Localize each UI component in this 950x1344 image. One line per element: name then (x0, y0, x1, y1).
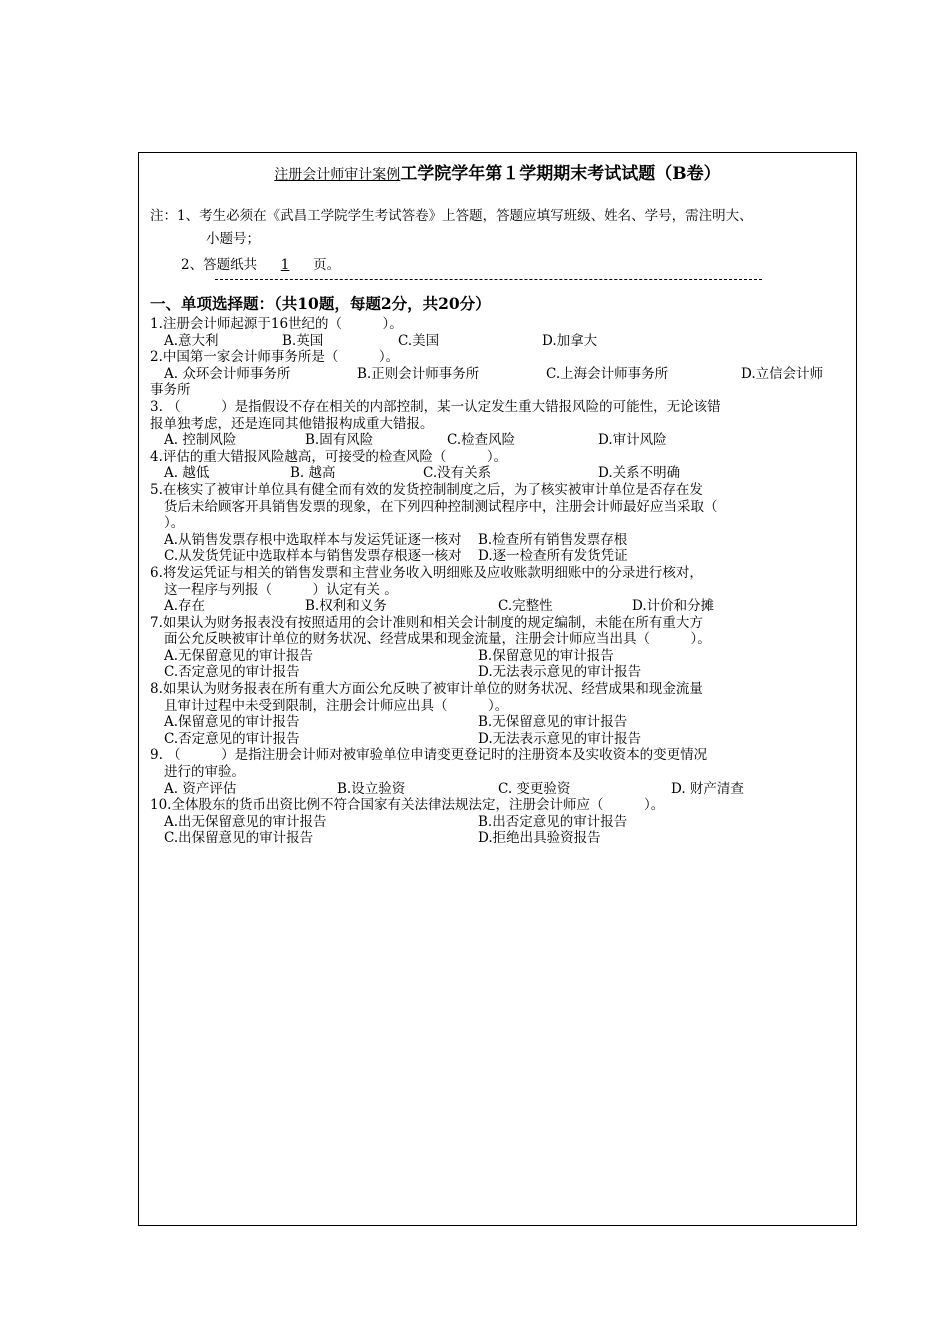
question-8-stem-line: 8.如果认为财务报表在所有重大方面公允反映了被审计单位的财务状况、经营成果和现金流量 (150, 681, 703, 698)
question-10-option-d: D.拒绝出具验资报告 (478, 830, 601, 847)
question-10-stem-line: 10.全体股东的货币出资比例不符合国家有关法律法规法定，注册会计师应（ ）。 (150, 797, 665, 814)
question-10-options-row (150, 814, 850, 831)
question-1-stem-line: 1.注册会计师起源于16世纪的（ ）。 (150, 316, 403, 332)
question-list (150, 316, 850, 847)
question-9-stem-line: 9. （ ）是指注册会计师对被审验单位申请变更登记时的注册资本及实收资本的变更情况 (150, 747, 708, 764)
question-6-stem-line: 6.将发运凭证与相关的销售发票和主营业务收入明细账及应收账款明细账中的分录进行核对， (150, 564, 703, 581)
question-8 (150, 681, 850, 747)
question-2-option-a: A. 众环会计师事务所 (164, 365, 291, 382)
question-9-stem-line: 进行的审验。 (164, 764, 245, 781)
question-1-options-row (150, 333, 850, 350)
question-8-options-row (150, 714, 850, 731)
question-1-option-c: C.美国 (398, 332, 440, 349)
question-1-option-a: A.意大利 (164, 332, 219, 349)
question-8-option-b: B.无保留意见的审计报告 (478, 714, 628, 731)
question-10-option-c: C.出保留意见的审计报告 (164, 830, 314, 847)
question-9-option-a: A. 资产评估 (164, 780, 237, 797)
question-5-option-c: C.从发货凭证中选取样本与销售发票存根逐一核对 (164, 548, 462, 565)
question-8-option-a: A.保留意见的审计报告 (164, 714, 300, 731)
question-3-option-d: D.审计风险 (598, 432, 667, 449)
separator-line (215, 279, 762, 280)
question-5-option-d: D.逐一检查所有发货凭证 (478, 548, 628, 565)
question-5 (150, 482, 850, 565)
question-8-options-row (150, 731, 850, 748)
question-4-stem-line: 4.评估的重大错报风险越高，可接受的检查风险（ ）。 (150, 448, 508, 465)
question-1 (150, 316, 850, 349)
question-1-option-d: D.加拿大 (542, 332, 598, 349)
question-2-option-b: B.正则会计师事务所 (357, 365, 480, 382)
question-5-stem-line: ）。 (164, 515, 185, 532)
question-3-stem-line: 报单独考虑，还是连同其他错报构成重大错报。 (150, 415, 434, 432)
question-7-option-c: C.否定意见的审计报告 (164, 664, 300, 681)
question-10-option-b: B.出否定意见的审计报告 (478, 813, 628, 830)
question-7-stem-line: 7.如果认为财务报表没有按照适用的会计准则和相关会计制度的规定编制，未能在所有重大方 (150, 614, 703, 631)
question-3 (150, 399, 850, 449)
note-line-2-suffix: 页。 (313, 257, 341, 273)
question-5-option-a: A.从销售发票存根中选取样本与发运凭证逐一核对 (164, 531, 462, 548)
question-4-option-d: D.关系不明确 (598, 465, 681, 482)
question-9-options-row (150, 781, 850, 798)
question-5-option-b: B.检查所有销售发票存根 (478, 531, 628, 548)
question-4-option-c: C.没有关系 (423, 465, 492, 482)
question-5-options-row (150, 532, 850, 549)
question-9 (150, 747, 850, 797)
question-2-option-continuation: 事务所 (150, 382, 191, 399)
question-6-option-a: A.存在 (164, 598, 206, 615)
question-5-stem-line: 货后未给顾客开具销售发票的现象，在下列四种控制测试程序中，注册会计师最好应当采取（ (164, 498, 718, 515)
note-line-2-prefix: 2、答题纸共 (181, 257, 258, 273)
question-7-stem-line: 面公允反映被审计单位的财务状况、经营成果和现金流量，注册会计师应当出具（ ）。 (164, 631, 711, 648)
question-3-options-row (150, 432, 850, 449)
question-6-stem-line: 这一程序与列报（ ）认定有关 。 (164, 581, 398, 598)
answer-sheet-page-count: 1 (280, 257, 290, 273)
question-6-option-c: C.完整性 (498, 598, 553, 615)
question-6-option-d: D.计价和分摊 (632, 598, 715, 615)
question-5-options-row (150, 548, 850, 565)
question-2-option-d: D.立信会计师 (741, 365, 824, 382)
question-6-option-b: B.权利和义务 (305, 598, 387, 615)
question-9-option-b: B.设立验资 (337, 780, 406, 797)
question-1-option-b: B.英国 (282, 332, 324, 349)
question-6 (150, 565, 850, 615)
question-2-stem-line: 2.中国第一家会计师事务所是（ ）。 (150, 349, 400, 366)
question-4 (150, 449, 850, 482)
question-4-options-row (150, 465, 850, 482)
exam-paper-frame (138, 152, 857, 1226)
question-3-stem-line: 3. （ ）是指假设不存在相关的内部控制，某一认定发生重大错报风险的可能性，无论该错 (150, 398, 721, 415)
question-7 (150, 615, 850, 681)
question-7-options-row (150, 664, 850, 681)
question-7-option-b: B.保留意见的审计报告 (478, 647, 614, 664)
note-line-2 (181, 254, 881, 276)
question-4-option-a: A. 越低 (164, 465, 210, 482)
question-3-option-b: B.固有风险 (305, 432, 374, 449)
question-10-option-a: A.出无保留意见的审计报告 (164, 813, 327, 830)
question-9-option-c: C. 变更验资 (498, 780, 571, 797)
question-7-option-d: D.无法表示意见的审计报告 (478, 664, 642, 681)
question-8-option-c: C.否定意见的审计报告 (164, 730, 300, 747)
question-9-option-d: D. 财产清查 (671, 780, 744, 797)
question-3-option-a: A. 控制风险 (164, 432, 237, 449)
question-10 (150, 797, 850, 847)
question-10-options-row (150, 830, 850, 847)
exam-title-text: 工学院学年第１学期期末考试试题（B卷） (400, 164, 721, 184)
question-3-option-c: C.检查风险 (447, 432, 516, 449)
question-4-option-b: B. 越高 (290, 465, 336, 482)
question-8-option-d: D.无法表示意见的审计报告 (478, 730, 642, 747)
note-line-1-cont: 小题号； (206, 231, 260, 247)
course-name: 注册会计师审计案例 (274, 167, 401, 183)
question-2 (150, 349, 850, 399)
question-7-option-a: A.无保留意见的审计报告 (164, 647, 314, 664)
question-8-stem-line: 且审计过程中未受到限制，注册会计师应出具（ ）。 (164, 697, 509, 714)
note-line-1: 注：1、考生必须在《武昌工学院学生考试答卷》上答题，答题应填写班级、姓名、学号，需注明大、 (150, 208, 753, 224)
exam-title (139, 163, 856, 186)
question-7-options-row (150, 648, 850, 665)
question-2-option-c: C.上海会计师事务所 (546, 365, 669, 382)
question-2-options-row (150, 366, 850, 383)
question-6-options-row (150, 598, 850, 615)
section-heading: 一、单项选择题：（共10题，每题2分，共20分） (150, 294, 491, 313)
question-5-stem-line: 5.在核实了被审计单位具有健全而有效的发货控制制度之后，为了核实被审计单位是否存在发 (150, 481, 703, 498)
